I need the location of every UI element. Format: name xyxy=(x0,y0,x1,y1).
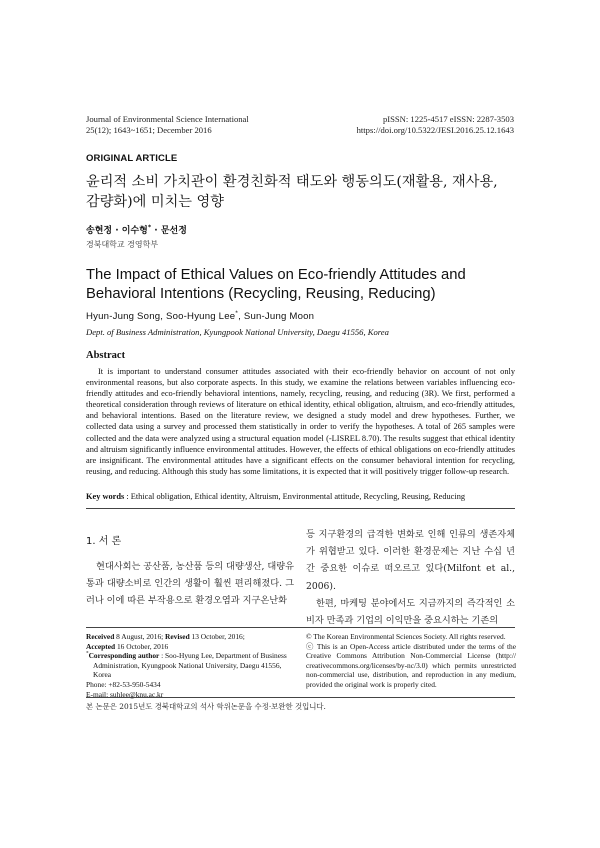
thesis-note: 본 논문은 2015년도 경북대학교의 석사 학위논문을 수정·보완한 것입니다. xyxy=(86,702,326,711)
corresponding-mark: * xyxy=(147,224,152,231)
footnote-dates-contact xyxy=(86,632,291,699)
journal-issue: 25(12); 1643~1651; December 2016 xyxy=(86,125,212,135)
accepted-line: Accepted 16 October, 2016 xyxy=(86,641,169,651)
intro-paragraph: 한편, 마케팅 분야에서도 지금까지의 즉각적인 소비자 만족과 기업의 이익만을 중요시하는 기존의 xyxy=(306,597,515,627)
divider-top xyxy=(86,508,515,509)
divider-bottom xyxy=(86,697,515,698)
affiliation-english: Dept. of Business Administration, Kyungpook National University, Daegu 41556, Korea xyxy=(86,327,389,337)
authors-korean xyxy=(86,223,187,236)
corresponding-author: *Corresponding author : Soo-Hyung Lee, Department of Business Administration, Kyungpook National University, Daegu 41556, Korea xyxy=(86,650,287,680)
intro-left-column: 현대사회는 공산품, 농산품 등의 대량생산, 대량유통과 대량소비로 인간의 생활이 훨씬 편리해졌다. 그러나 이에 따른 부작용으로 환경오염과 지구온난화 xyxy=(86,561,294,607)
issn-doi-info xyxy=(254,114,514,136)
title-english-line1: The Impact of Ethical Values on Eco-friendly Attitudes and xyxy=(86,267,466,283)
title-korean-line2: 감량화)에 미치는 영향 xyxy=(86,194,224,210)
title-english-line2: Behavioral Intentions (Recycling, Reusing, Reducing) xyxy=(86,286,436,302)
journal-name: Journal of Environmental Science International xyxy=(86,114,249,124)
title-korean-line1: 윤리적 소비 가치관이 환경친화적 태도와 행동의도(재활용, 재사용, xyxy=(86,174,498,190)
authors-korean-names: 송현정 · 이수형 xyxy=(86,226,148,236)
footnote-license xyxy=(306,632,516,690)
received-revised-line: Received 8 August, 2016; Revised 13 October, 2016; xyxy=(86,632,245,641)
title-korean xyxy=(86,172,516,212)
intro-right-column xyxy=(306,526,515,629)
abstract-body: It is important to understand consumer attitudes associated with their eco-friendly behavior on account of not only environmental reasons, but also corporate aspects. In this study, we examine the relations between variables influencing eco-friendly attitudes and eco-friendly behavioral intentions, namely, recycling, reusing, and reducing (3R). We first, performed a theoretical consideration through reviews of literature on ethical identity, ethical obligation, altruism, and eco-friendly attitudes, and behavioral intentions. Based on the literature review, we designed a study model and drew hypotheses. Further, we collected data using a survey and processed them statistically in order to verify the hypotheses. A total of 265 samples were collected and the data were analyzed using a structural equation model (-LISREL 8.70). The results suggest that ethical identity and altruism significantly influence environmental attitudes. However, the effects of ethical obligations on eco-friendly attitudes are insignificant. The environmental attitudes have a significant effects on the consumer behavioral intention for recycling, reusing, and reducing. Although this study has some limitations, it is expected that it will positively trigger follow-up research. xyxy=(86,367,515,476)
article-type: ORIGINAL ARTICLE xyxy=(86,153,178,164)
authors-english-last: , Sun-Jung Moon xyxy=(238,311,315,322)
phone: Phone: +82-53-950-5434 xyxy=(86,679,161,689)
section-heading-introduction: 1. 서 론 xyxy=(86,536,122,547)
license-notice: ⓒ This is an Open-Access article distributed under the terms of the Creative Commons Attribution Non-Commercial License (http:// creativecommons.org/licenses/by-nc/3.0) which permits unrestricted non-commercial use, distribution, and reproduction in any medium, provided the original work is properly cited. xyxy=(306,641,516,689)
authors-english xyxy=(86,311,314,322)
divider-footnotes xyxy=(86,627,515,628)
keywords-label: Key words xyxy=(86,492,125,501)
keywords-text: : Ethical obligation, Ethical identity, Altruism, Environmental attitude, Recycling, Reusing, Reducing xyxy=(124,492,466,501)
doi-link[interactable]: https://doi.org/10.5322/JESI.2016.25.12.1643 xyxy=(356,125,514,135)
abstract-heading: Abstract xyxy=(86,350,126,361)
corresponding-mark-en: * xyxy=(235,309,239,317)
authors-english-names: Hyun-Jung Song, Soo-Hyung Lee xyxy=(86,311,236,322)
affiliation-korean: 경북대학교 경영학부 xyxy=(86,240,159,249)
intro-paragraph: 등 지구환경의 급격한 변화로 인해 인류의 생존자체가 위협받고 있다. 이러한 환경문제는 지난 수십 년간 중요한 이슈로 떠오르고 있다(Milfont et al., 2006). xyxy=(306,529,515,592)
title-english xyxy=(86,266,526,304)
email[interactable]: E-mail: suhlee@knu.ac.kr xyxy=(86,689,164,699)
copyright-notice: © The Korean Environmental Sciences Society. All rights reserved. xyxy=(306,632,506,641)
issn: pISSN: 1225-4517 eISSN: 2287-3503 xyxy=(382,114,514,124)
keywords xyxy=(86,492,515,501)
authors-korean-last: · 문선정 xyxy=(151,226,187,236)
